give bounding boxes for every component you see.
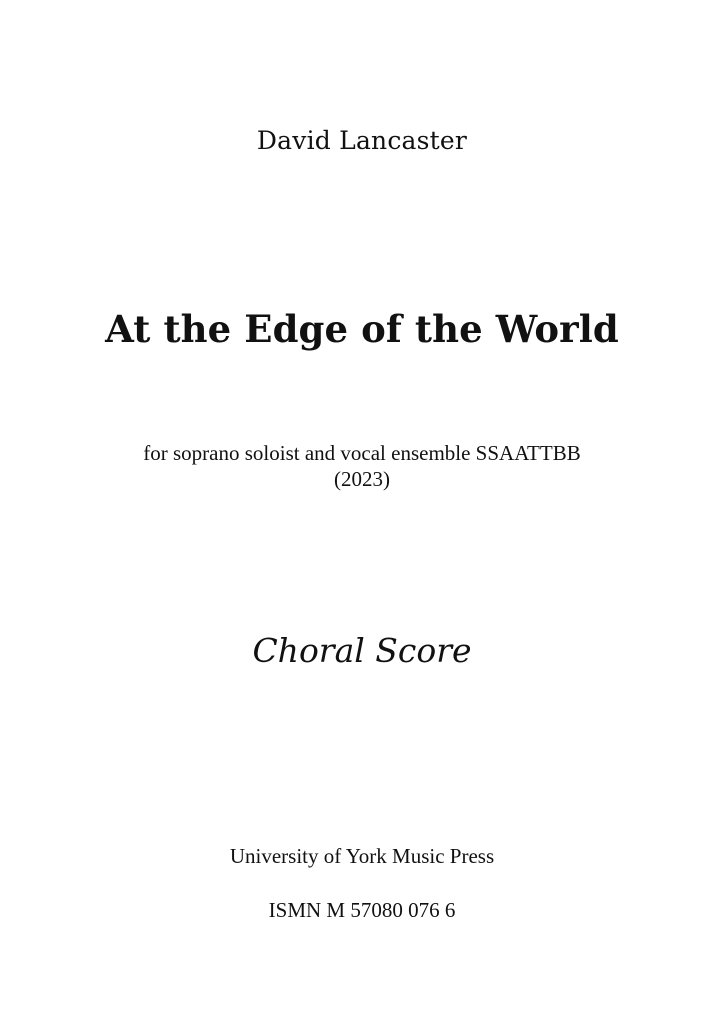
score-type: Choral Score	[252, 631, 472, 670]
scoring-description: for soprano soloist and vocal ensemble SSAATTBB	[143, 441, 581, 465]
composer-name: David Lancaster	[256, 126, 468, 155]
work-title: At the Edge of the World	[105, 307, 619, 351]
composition-year: (2023)	[334, 467, 390, 491]
publisher-name: University of York Music Press	[229, 844, 495, 868]
ismn-number: ISMN M 57080 076 6	[268, 898, 456, 922]
